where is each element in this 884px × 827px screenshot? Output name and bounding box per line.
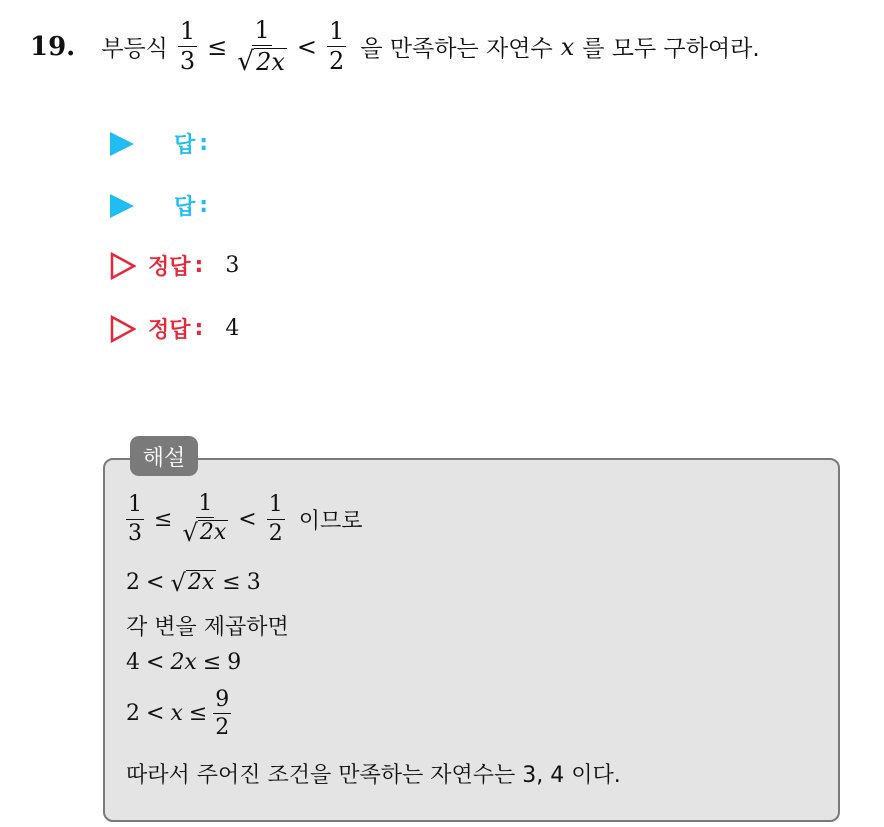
correct-answer-value: 4 — [225, 316, 240, 341]
radical-sign-icon: √ — [237, 46, 255, 78]
lhs-value: 2 — [126, 701, 140, 727]
leq-symbol: ≤ — [154, 506, 173, 532]
lhs-value: 2 — [126, 570, 140, 596]
explanation-title: 해설 — [130, 436, 198, 476]
explanation-line-3 — [126, 610, 289, 641]
middle-expression: 2x — [170, 650, 197, 675]
fraction-numerator: 1 — [267, 493, 285, 519]
leq-symbol: ≤ — [207, 32, 228, 61]
fraction-one-third — [178, 19, 197, 74]
fraction-numerator: 1 — [196, 492, 214, 518]
triangle-outline-icon — [110, 315, 136, 343]
triangle-filled-icon — [110, 194, 134, 218]
sqrt — [170, 570, 216, 595]
fraction-denominator: 3 — [179, 47, 196, 76]
fraction-one-over-sqrt — [237, 18, 287, 76]
radicand: 2x — [256, 48, 285, 77]
triangle-outline-icon — [110, 252, 136, 280]
fraction-denominator — [182, 518, 228, 546]
variable-x: x — [560, 32, 575, 61]
question-number: 19. — [30, 31, 76, 62]
leq-symbol: ≤ — [188, 701, 208, 727]
triangle-filled-icon — [110, 132, 134, 156]
answer-row-2 — [110, 190, 230, 221]
fraction-denominator: 2 — [329, 47, 345, 76]
fraction-numerator: 1 — [327, 19, 346, 47]
correct-answer-row-2 — [110, 313, 239, 344]
fraction-one-third — [126, 493, 144, 544]
lt-symbol: < — [146, 570, 165, 596]
question-prefix: 부등식 — [101, 36, 168, 63]
lhs-value: 4 — [126, 650, 140, 675]
explanation-line-6 — [126, 758, 621, 789]
lt-symbol: < — [238, 506, 257, 532]
lt-symbol: < — [146, 701, 165, 727]
fraction-denominator: 2 — [268, 520, 283, 546]
correct-answer-row-1 — [110, 250, 239, 281]
rhs-value: 3 — [246, 570, 261, 596]
lt-symbol: < — [296, 32, 318, 61]
sqrt — [237, 46, 287, 78]
explanation-text: 각 변을 제곱하면 — [126, 615, 289, 640]
fraction-numerator: 1 — [178, 19, 197, 47]
radicand: 2x — [187, 570, 215, 595]
explanation-text: 따라서 주어진 조건을 만족하는 자연수는 3, 4 이다. — [126, 763, 621, 788]
explanation-line-4 — [126, 650, 241, 675]
question — [30, 18, 760, 76]
answer-colon: : — [199, 193, 209, 218]
fraction-numerator: 1 — [126, 493, 144, 519]
fraction-one-half — [267, 493, 285, 544]
lt-symbol: < — [146, 650, 165, 675]
fraction-denominator: 3 — [128, 520, 142, 546]
correct-answer-value: 3 — [225, 253, 240, 278]
sqrt — [182, 519, 228, 548]
question-suffix-end: 를 모두 구하여라. — [582, 36, 760, 63]
fraction-numerator: 1 — [252, 18, 271, 46]
correct-answer-colon: : — [194, 316, 204, 341]
rhs-value: 9 — [227, 650, 242, 675]
radical-sign-icon: √ — [182, 519, 198, 548]
fraction-numerator: 9 — [213, 688, 231, 714]
correct-answer-colon: : — [194, 253, 204, 278]
fraction-nine-halves — [213, 688, 231, 739]
answer-label: 답 — [174, 133, 196, 158]
answer-label: 답 — [174, 195, 196, 220]
correct-answer-label: 정답 — [148, 318, 191, 343]
radical-sign-icon: √ — [170, 568, 186, 597]
correct-answer-label: 정답 — [148, 255, 191, 280]
variable-x: x — [170, 701, 183, 727]
answer-colon: : — [199, 131, 209, 156]
leq-symbol: ≤ — [222, 570, 241, 596]
fraction-denominator — [237, 46, 287, 78]
fraction-one-half — [327, 19, 346, 74]
question-suffix: 을 만족하는 자연수 — [360, 36, 553, 63]
explanation-text: 이므로 — [298, 508, 363, 534]
explanation-line-5 — [126, 688, 235, 739]
radicand: 2x — [199, 520, 227, 546]
explanation-line-2 — [126, 570, 261, 595]
explanation-line-1 — [126, 492, 362, 546]
answer-row-1 — [110, 128, 230, 159]
leq-symbol: ≤ — [202, 650, 222, 675]
fraction-one-over-sqrt — [182, 492, 228, 546]
fraction-denominator: 2 — [215, 715, 230, 741]
